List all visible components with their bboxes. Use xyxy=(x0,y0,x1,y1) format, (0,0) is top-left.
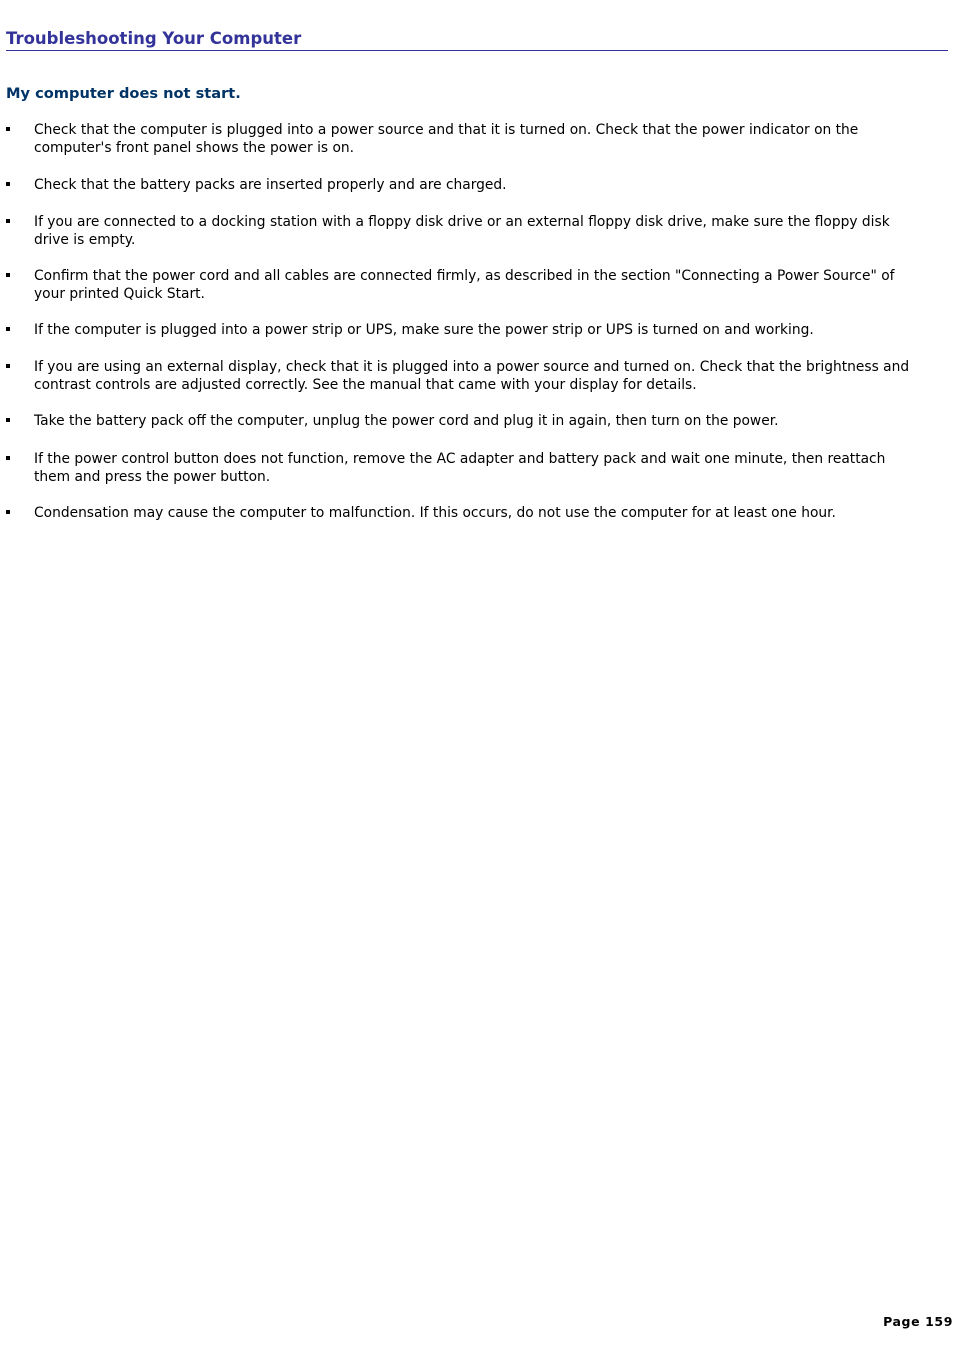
list-item xyxy=(6,213,922,249)
list-item-text: If the power control button does not function, remove the AC adapter and battery pack and wait one minute, then reattach them and press the power button. xyxy=(34,451,886,485)
bullet-square-icon xyxy=(6,219,10,223)
list-item-text: Check that the battery packs are inserted properly and are charged. xyxy=(34,177,507,193)
list-item-text: If you are connected to a docking station with a floppy disk drive or an external floppy disk drive, make sure the floppy disk drive is empty. xyxy=(34,214,890,248)
list-item xyxy=(6,176,922,194)
list-item-text: Confirm that the power cord and all cables are connected firmly, as described in the section "Connecting a Power Source" of your printed Quick Start. xyxy=(34,268,895,302)
bullet-square-icon xyxy=(6,364,10,368)
list-item xyxy=(6,321,922,339)
bullet-square-icon xyxy=(6,456,10,460)
page-title: Troubleshooting Your Computer xyxy=(6,29,948,51)
bullet-square-icon xyxy=(6,418,10,422)
list-item xyxy=(6,358,922,394)
list-item xyxy=(6,412,922,430)
list-item xyxy=(6,504,922,522)
list-item xyxy=(6,121,922,157)
bullet-square-icon xyxy=(6,273,10,277)
list-item-text: If you are using an external display, check that it is plugged into a power source and turned on. Check that the brightness and contrast controls are adjusted correctly. See the manual that came with your display for details. xyxy=(34,359,910,393)
list-item xyxy=(6,267,922,303)
bullet-square-icon xyxy=(6,327,10,331)
bullet-square-icon xyxy=(6,510,10,514)
list-item-text: Check that the computer is plugged into a power source and that it is turned on. Check that the power indicator on the computer's front panel shows the power is on. xyxy=(34,122,859,156)
list-item-text: If the computer is plugged into a power strip or UPS, make sure the power strip or UPS is turned on and working. xyxy=(34,322,814,338)
page-number: Page 159 xyxy=(883,1314,953,1329)
list-item xyxy=(6,450,922,486)
section-heading: My computer does not start. xyxy=(6,85,241,102)
bullet-square-icon xyxy=(6,127,10,131)
list-item-text: Condensation may cause the computer to malfunction. If this occurs, do not use the computer for at least one hour. xyxy=(34,505,836,521)
bullet-square-icon xyxy=(6,182,10,186)
list-item-text: Take the battery pack off the computer, unplug the power cord and plug it in again, then turn on the power. xyxy=(34,413,779,429)
